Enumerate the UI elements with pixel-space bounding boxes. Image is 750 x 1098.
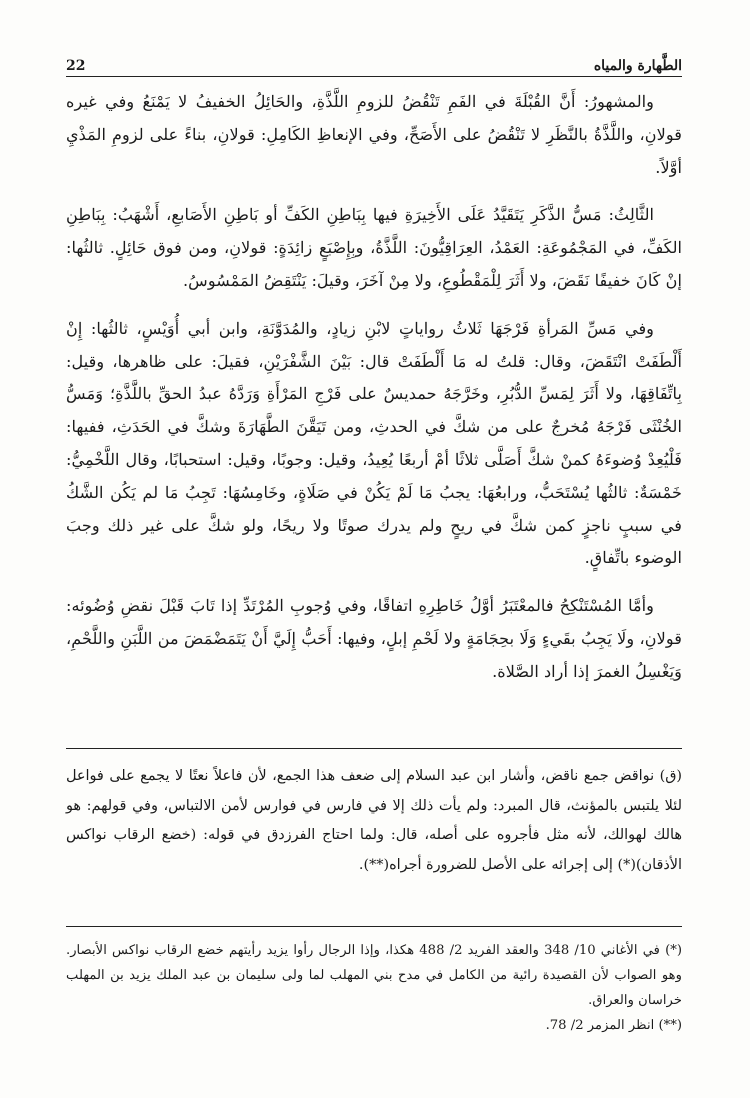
commentary-section [66, 762, 682, 880]
footnotes-divider [66, 926, 682, 927]
header-divider [66, 76, 682, 77]
paragraph: وأمَّا المُسْتَنْكِحُ فالمعْتَبَرُ أوَّلُ خَاطِرِهِ اتفاقًا، وفي وُجوبِ المُرْتَدِّ إذا تَابَ قَبْلَ نقضِ وُضُوئه: قولانِ، ولَا يَجِبُ بقَيءٍ وَلَا بحِجَامَةٍ ولا لَحْمِ إبلٍ، وفيها: أَحَبُّ إِلَيَّ أَنْ يَتَمَضْمَضَ من اللَّبَنِ واللَّحْمِ، وَيَغْسِلُ الغمرَ إذا أراد الصَّلاة. [66, 596, 682, 681]
commentary-text: (ق) نواقض جمع ناقض، وأشار ابن عبد السلام إلى ضعف هذا الجمع، لأن فاعلاً نعتًا لا يجمع على فواعل لئلا يلتبس بالمؤنث، قال المبرد: ولم يأت ذلك إلا في فارس في فوارس لأمن الالتباس، وفي قولهم: هو هالك لهوالك، لأنه مثل فأجروه على أصله، قال: ولما احتاج الفرزدق في قوله: (خضع الرقاب نواكس الأذقان)(*) إلى إجرائه على الأصل للضرورة أجراه(**). [66, 768, 682, 873]
page-header [66, 44, 682, 74]
footnote: (*) في الأغاني 10/ 348 والعقد الفريد 2/ 488 هكذا، وإذا الرجال رأوا يزيد رأيتهم خضع الرقاب نواكس الأبصار. وهو الصواب لأن القصيدة رائية من الكامل في مدح بني المهلب لما ولى سليمان بن عبد الملك يزيد بن المهلب خراسان والعراق. [66, 943, 683, 1008]
main-text [66, 86, 682, 689]
commentary-divider [66, 748, 682, 749]
paragraph: الثَّالِثُ: مَسُّ الذَّكَرِ يَتَقَيَّدُ عَلَى الأَخِيرَةِ فيها بِبَاطِنِ الكَفِّ أو بَاطِنِ الأَصَابعِ، أَشْهَبُ: بِبَاطِنِ الكَفِّ، في المَجْمُوعَةِ: العَمْدُ، العِرَاقِيُّونَ: اللَّذَّةُ، وبِإِصْبَعٍ زائِدَةٍ: قولانِ، ومن فوق حَائِلٍ. ثالثُها: إنْ كَانَ خفيفًا نَقَضَ، ولا أَثَرَ لِلْمَقْطُوعِ، ولا مِنْ آخَرَ، وقيلَ: يَنْتَقِضُ المَمْسُوسُ. [66, 205, 682, 290]
footnotes-section [66, 938, 682, 1038]
chapter-title: الطَّهارة والمياه [593, 58, 682, 74]
paragraph: والمشهورُ: أَنَّ القُبْلَةَ في الفَمِ تَنْقُضُ للزومِ اللَّذَّةِ، والحَائِلُ الخفيفُ لا يَمْنَعُ وفي غيره قولانِ، واللَّذَّةُ بالنَّظَرِ لا تَنْقُضُ على الأَصَحِّ، وفي الإنعاظِ الكَامِلِ: قولانِ، بناءً على لزومِ المَذْيِ أوَّلاً. [66, 92, 682, 177]
page-number: 22 [66, 58, 86, 74]
paragraph: وفي مَسِّ المَرأةِ فَرْجَهَا ثَلاثُ رواياتٍ لابْنِ زيادٍ، والمُدَوَّنَةِ، وابن أبي أُوَيْسٍ، ثالثُها: إِنْ أَلْطَفَتْ انْتَقَضَ، وقال: قلتُ له مَا أَلْطَفَتْ قال: بَيْنَ الشَّفْرَيْنِ، فقيلَ: على ظاهرها، وقيل: بِاتِّفَاقِهَا، ولا أَثَرَ لِمَسِّ الدُّبُرِ، وخَرَّجَهُ حمديسٌ على فَرْجِ المَرْأَةِ وَرَدَّهُ عبدُ الحقِّ باللَّذَّةِ؛ وَمَسُّ الخُنْثَى فَرْجَهُ مُخرجٌ على من شكَّ في الحدثِ، ومن تَيَقَّنَ الطَّهَارَةَ وشكَّ في الحَدَثِ، ففيها: فَلْيُعِدْ وُضوءَهُ كمنْ شكَّ أَصَلَّى ثلاثًا أمْ أربعًا يُعِيدُ، وقيل: وجوبًا، وقيل: استحبابًا، وقال اللَّخْمِيُّ: خَمْسَةٌ: ثالثُها يُسْتَحَبُّ، ورابعُهَا: يجبُ مَا لَمْ يَكُنْ في صَلَاةٍ، وخَامِسُهَا: تَجِبُ مَا لم يَكُن الشَّكُ في سببٍ ناجزٍ كمن شكَّ في ريحٍ ولم يدرك صوتًا ولا ريحًا، ولو شكَّ على غير ذلك وجبَ الوضوء باتِّفاقٍ. [66, 318, 682, 568]
footnote: (**) انظر المزمر 2/ 78. [545, 1018, 682, 1033]
